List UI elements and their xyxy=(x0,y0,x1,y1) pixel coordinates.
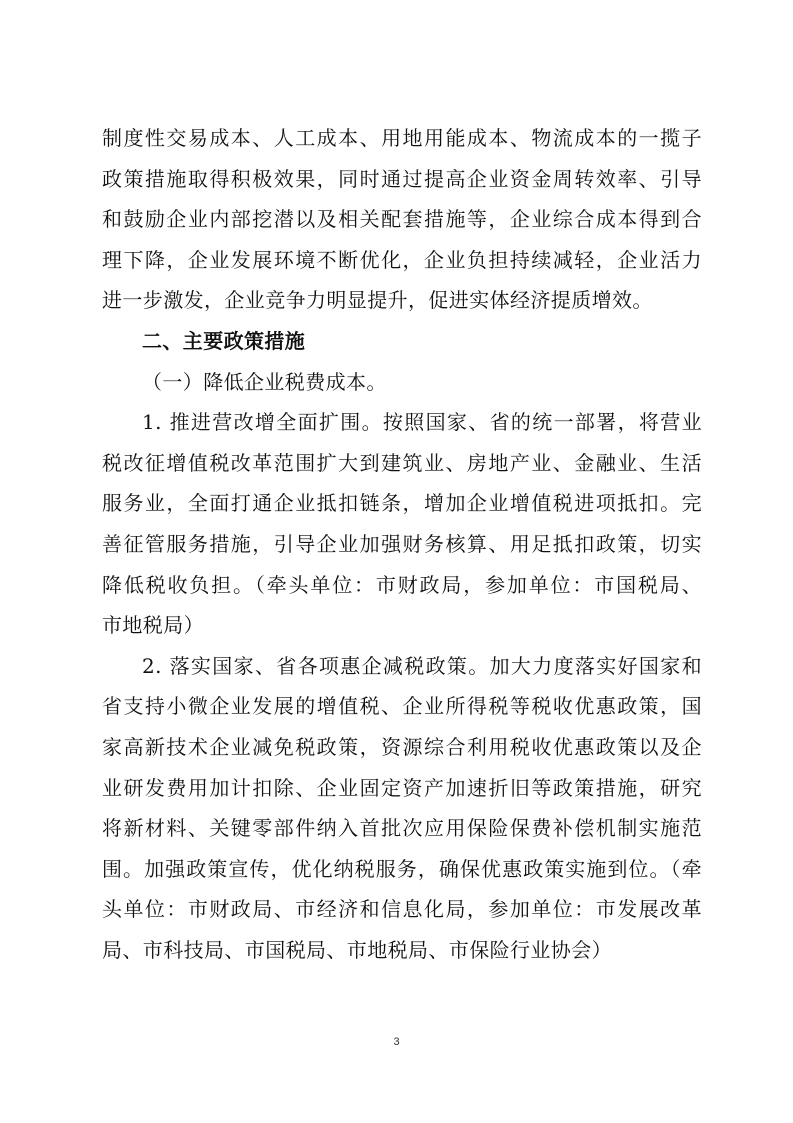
text-line: 围。加强政策宣传，优化纳税服务，确保优惠政策实施到位。（牵 xyxy=(102,856,702,881)
paragraph-intro xyxy=(102,118,702,321)
text-line: 善征管服务措施，引导企业加强财务核算、用足抵扣政策，切实 xyxy=(102,531,702,556)
text-line: 和鼓励企业内部挖潜以及相关配套措施等，企业综合成本得到合 xyxy=(102,207,702,232)
text-line: 制度性交易成本、人工成本、用地用能成本、物流成本的一揽子 xyxy=(102,126,702,150)
paragraph-item-1 xyxy=(102,402,702,646)
text-line: 家高新技术企业减免税政策，资源综合利用税收优惠政策以及企 xyxy=(102,734,702,759)
page-number: 3 xyxy=(393,1036,400,1048)
text-line: 省支持小微企业发展的增值税、企业所得税等税收优惠政策，国 xyxy=(102,694,702,719)
text-line: 政策措施取得积极效果，同时通过提高企业资金周转效率、引导 xyxy=(102,166,702,191)
text-line: 1. 推进营改增全面扩围。按照国家、省的统一部署，将营业 xyxy=(142,410,702,435)
paragraph-item-2 xyxy=(102,646,702,971)
text-line: 将新材料、关键零部件纳入首批次应用保险保费补偿机制实施范 xyxy=(102,816,702,841)
text-line: 业研发费用加计扣除、企业固定资产加速折旧等政策措施，研究 xyxy=(102,775,702,800)
text-line: 2. 落实国家、省各项惠企减税政策。加大力度落实好国家和 xyxy=(142,653,702,678)
section-heading: 二、主要政策措施 xyxy=(142,328,306,353)
text-line: 局、市科技局、市国税局、市地税局、市保险行业协会） xyxy=(102,937,612,962)
text-line: 进一步激发，企业竞争力明显提升，促进实体经济提质增效。 xyxy=(102,288,653,313)
text-line: 税改征增值税改革范围扩大到建筑业、房地产业、金融业、生活 xyxy=(102,450,702,475)
text-line: 头单位：市财政局、市经济和信息化局，参加单位：市发展改革 xyxy=(102,897,702,922)
subsection-heading: （一）降低企业税费成本。 xyxy=(142,369,387,394)
text-line: 市地税局） xyxy=(102,613,204,638)
text-line: 服务业，全面打通企业抵扣链条，增加企业增值税进项抵扣。完 xyxy=(102,491,702,516)
text-line: 理下降，企业发展环境不断优化，企业负担持续减轻，企业活力 xyxy=(102,247,702,272)
document-body xyxy=(102,118,702,970)
text-line: 降低税收负担。（牵头单位：市财政局，参加单位：市国税局、 xyxy=(102,572,702,597)
